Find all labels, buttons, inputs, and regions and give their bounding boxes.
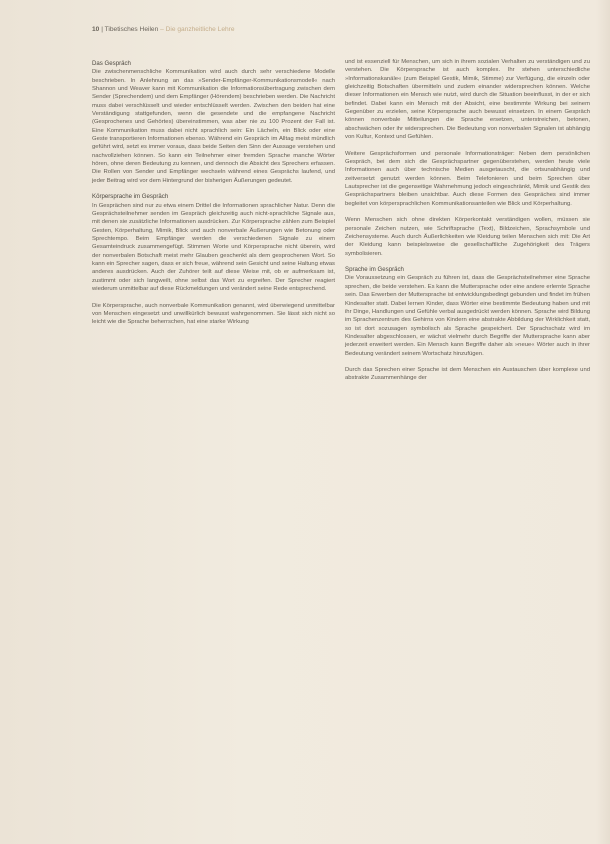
right-column — [345, 58, 590, 391]
text-block — [345, 150, 590, 208]
left-column — [92, 60, 335, 335]
paragraph: Die zwischenmenschliche Kommunikation wird auch durch sehr verschiedene Modelle beschrieben. In Anlehnung an das »Sender-Empfänger-Kommunikationsmodell« nach Shannon und Weaver kann mit Kommunikation die Informationsübertragung zwischen dem Sender (Sprechendem) und dem Empfänger (Hörendem) beschrieben werden. Die Nachricht muss dabei verschlüsselt und wieder entschlüsselt werden. Zwischen den beiden hat eine Verständigung stattgefunden, wenn die gesendete und die empfangene Nachricht (Gesprochenes und Gehörtes) übereinstimmen, was aber nie zu 100 Prozent der Fall ist. Eine Kommunikation muss dabei nicht sprachlich sein: Ein Lächeln, ein Blick oder eine Geste transportieren Informationen ebenso. Während ein Gespräch im Alltag meist mündlich geführt wird, setzt es immer voraus, dass beide Seiten den Sinn der Aussage verstehen und nachvollziehen können. So kann ein Teilnehmer einer fremden Sprache manche Wörter hören, ohne deren Bedeutung zu kennen, und dennoch die Absicht des Sprechers erfassen. Die Rollen von Sender und Empfänger wechseln während eines Gesprächs laufend, und jeder Beitrag wird vor dem Hintergrund der bisherigen Äußerungen gedeutet. — [92, 69, 335, 184]
paragraph: In Gesprächen sind nur zu etwa einem Drittel die Informationen sprachlicher Natur. Denn die Gesprächsteilnehmer senden im Gespräch gleichzeitig auch nicht-sprachliche Signale aus, mit denen sie zusätzliche Informationen ausdrücken. Zur Körpersprache zählen zum Beispiel Gesten, Körperhaltung, Mimik, Blick und auch nonverbale Äußerungen wie Betonung oder Sprechtempo. Beim Empfänger werden die verschiedenen Signale zu einem Gesamteindruck zusammengefügt. Stimmen Worte und Körpersprache nicht überein, wird der nonverbalen Botschaft meist mehr Glauben geschenkt als dem gesprochenen Wort. So kann ein Sprecher sagen, dass er sich freue, während sein Gesicht und seine Haltung etwas anderes ausdrücken. Auch der Zuhörer teilt auf diese Weise mit, ob er aufmerksam ist, zustimmt oder sich langweilt, ohne selbst das Wort zu ergreifen. Der Sprecher reagiert wiederum unmittelbar auf diese Rückmeldungen und verändert seine Rede entsprechend. — [92, 202, 335, 293]
paragraph: Die Körpersprache, auch nonverbale Kommunikation genannt, wird überwiegend unmittelbar von Menschen eingesetzt und unwillkürlich bewusst wahrgenommen. Sie lässt sich nicht so leicht wie die Sprache beherrschen, hat eine starke Wirkung — [92, 302, 335, 326]
section-name: Tibetisches Heilen — [104, 26, 159, 33]
text-block — [345, 58, 590, 141]
page-number: 10 — [92, 26, 100, 33]
section-heading: Das Gespräch — [92, 60, 131, 67]
text-block — [92, 302, 335, 327]
section-subtitle: – Die ganzheitliche Lehre — [160, 26, 235, 33]
section-subtitle-text: Die ganzheitliche Lehre — [165, 26, 235, 33]
section-heading: Sprache im Gespräch — [345, 266, 404, 274]
text-block — [345, 216, 590, 258]
paragraph: Weitere Gesprächsformen und personale Informationsträger: Neben dem persönlichen Gespräch, bei dem sich die Gesprächspartner gegenüberstehen, werden heute viele Informationen auch über technische Medien ausgetauscht, die ortsunabhängig und zeitversetzt genutzt werden können. Beim Telefonieren und beim Sprechen über Lautsprecher ist die gegenseitige Wahrnehmung jedoch eingeschränkt, Mimik und Gestik des Gesprächspartners bleiben unsichtbar. Auch diese Formen des Gespräches sind immer begleitet von körpersprachlichen Kommunikationsanteilen wie Blick und Körperhaltung. — [345, 150, 590, 207]
text-block — [345, 366, 590, 383]
section-heading: Körpersprache im Gespräch — [92, 193, 169, 201]
section-title: | Tibetisches Heilen — [101, 26, 159, 33]
running-header — [92, 26, 592, 34]
paragraph: und ist essenziell für Menschen, um sich in ihrem sozialen Verhalten zu verständigen und zu verstehen. Die Körpersprache ist auch komplex. Ihr stehen unterschiedliche »Informationskanäle« (zum Beispiel Gestik, Mimik, Stimme) zur Verfügung, die einzeln oder gleichzeitig Botschaften übermitteln und zudem einander widersprechen können. Welche dieser Informationen ein Mensch wie nutzt, wird durch die Situation beeinflusst, in der er sich befindet. Dabei kann ein Mensch mit der Absicht, eine bestimmte Wirkung bei seinem Gegenüber zu erzielen, seine Körpersprache auch bewusst einsetzen. In einem Gespräch können nonverbale Mitteilungen die Sprache ersetzen, unterstreichen, betonen, abschwächen oder ihr widersprechen. Die Bedeutung von nonverbalen Signalen ist abhängig von Kultur, Kontext und Gefühlen. — [345, 59, 590, 141]
paragraph: Durch das Sprechen einer Sprache ist dem Menschen ein Austauschen über komplexe und abstrakte Zusammenhänge der — [345, 367, 590, 382]
text-block — [92, 60, 335, 185]
text-block — [345, 266, 590, 358]
paragraph: Die Voraussetzung ein Gespräch zu führen ist, dass die Gesprächsteilnehmer eine Sprache sprechen, die beide verstehen. Es kann die Muttersprache oder eine andere erlernte Sprache sein. Das Erwerben der Muttersprache ist entwicklungsbedingt gebunden und findet im frühen Kindesalter statt. Dabei lernen Kinder, dass Wörter eine bestimmte Bedeutung haben und mit ihr Dinge, Handlungen und Gefühle verbal ausgedrückt werden können. Sprache wird Bildung im Sprachenzentrum des Gehirns von Kindern eine abstrakte Abbildung der Wirklichkeit statt, so ist dort sozusagen symbolisch als Sprache gespeichert. Der Sprachschatz wird im Kindesalter abgeschlossen, er wächst vielmehr durch Begriffe der Muttersprache kann aber jederzeit erweitert werden. Ein Mensch kann Begriffe daher als »neue« Wörter auch in ihrer Bedeutung verändert seinem Wortschatz hinzufügen. — [345, 275, 590, 357]
page-edge-shadow — [596, 0, 610, 844]
text-block — [92, 193, 335, 293]
paragraph: Wenn Menschen sich ohne direkten Körperkontakt verständigen wollen, müssen sie personale Zeichen nutzen, wie Schriftsprache (Text), Bildzeichen, Sprachsymbole und Zeichensysteme. Auch durch Äußerlichkeiten wie Kleidung teilen Menschen sich mit: Die Art der Kleidung kann beispielsweise die gesellschaftliche Zugehörigkeit des Trägers symbolisieren. — [345, 217, 590, 257]
